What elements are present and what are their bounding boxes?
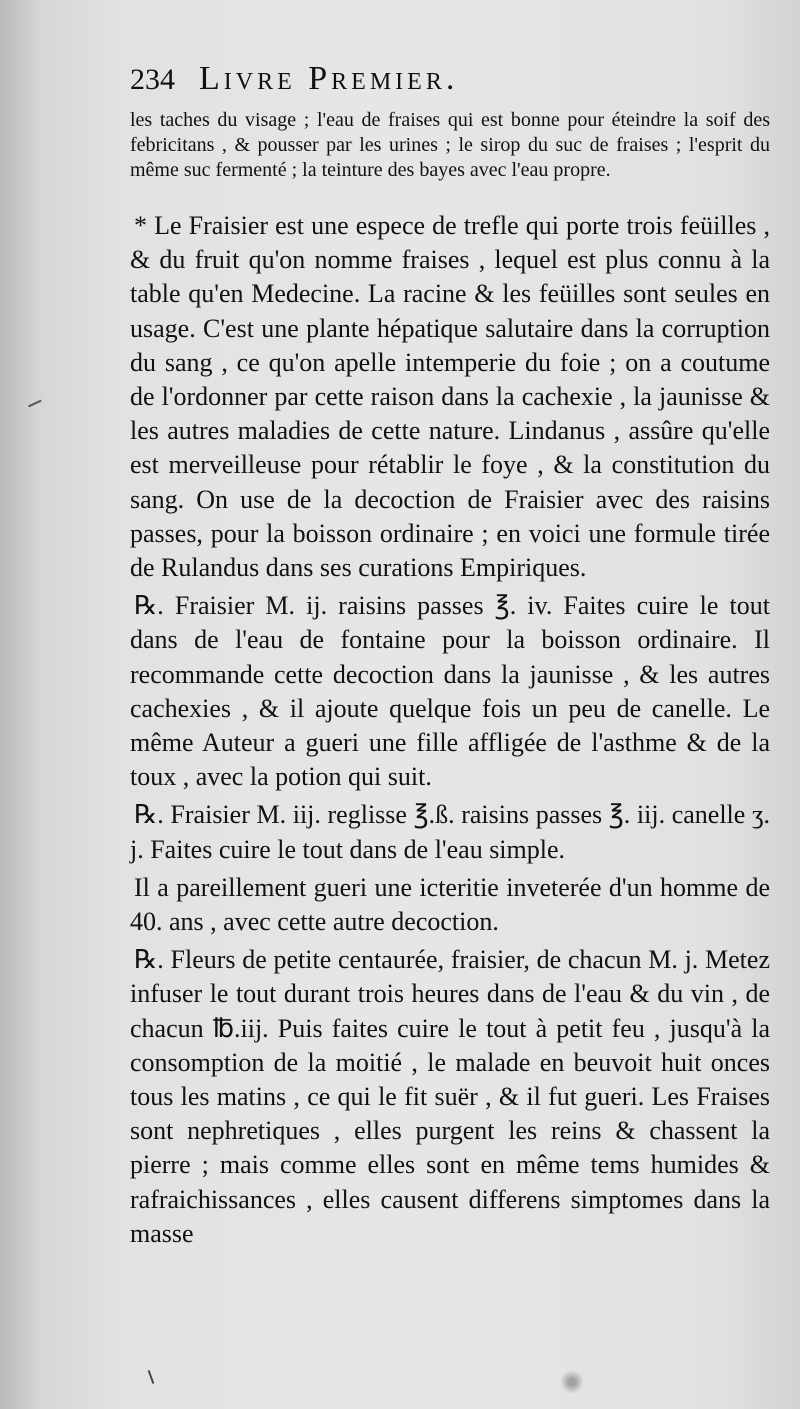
paragraph-remedies-list: les taches du visage ; l'eau de fraises qui est bonne pour éteindre la soif des febricitans , & pousser par les urines ; le sirop du suc de fraises ; l'esprit du même suc fermenté ; la teinture des bayes avec l'eau propre.: [130, 109, 770, 181]
paragraph-third-recipe: ℞. Fleurs de petite centaurée, fraisier, de chacun M. j. Metez infuser le tout durant trois heures dans de l'eau & du vin , de chacun ℔.iij. Puis faites cuire le tout à petit feu , jusqu'à la consomption de la moitié , le malade en beuvoit huit onces tous les matins , ce qui le fit suër , & il fut gueri. Les Fraises sont nephretiques , elles purgent les reins & chassent la pierre ; mais comme elles sont en même tems humides & rafraichissances , elles causent differens simptomes dans la masse: [130, 945, 770, 1248]
stray-mark: [148, 1370, 155, 1384]
text-block: [130, 60, 770, 1251]
running-title: Livre Premier.: [199, 60, 459, 97]
paragraph-second-recipe: ℞. Fraisier M. iij. reglisse ℥.ß. raisins passes ℥. iij. canelle ʒ. j. Faites cuire le tout dans de l'eau simple.: [130, 800, 770, 864]
running-head: [130, 60, 770, 108]
margin-mark: [28, 400, 46, 417]
page-number: 234: [130, 63, 175, 96]
paragraph-first-recipe: ℞. Fraisier M. ij. raisins passes ℥. iv. Faites cuire le tout dans de l'eau de fontaine pour la boisson ordinaire. Il recommande cette decoction dans la jaunisse , & les autres cachexies , & il ajoute quelque fois un peu de canelle. Le même Auteur a gueri une fille affligée de l'asthme & de la toux , avec la potion qui suit.: [130, 591, 770, 792]
paragraph-icteritie: Il a pareillement gueri une icteritie inveterée d'un homme de 40. ans , avec cette autre decoction.: [130, 872, 770, 937]
ink-smudge: [560, 1370, 584, 1394]
paragraph-fraisier-description: * Le Fraisier est une espece de trefle qui porte trois feüilles , & du fruit qu'on nomme fraises , lequel est plus connu à la table qu'en Medecine. La racine & les feüilles sont seules en usage. C'est une plante hépatique salutaire dans la corruption du sang , ce qu'on apelle intemperie du foie ; on a coutume de l'ordonner par cette raison dans la cachexie , la jaunisse & les autres maladies de cette nature. Lindanus , assûre qu'elle est merveilleuse pour rétablir le foye , & la constitution du sang. On use de la decoction de Fraisier avec des raisins passes, pour la boisson ordinaire ; en voici une formule tirée de Rulandus dans ses curations Empiriques.: [130, 211, 770, 583]
